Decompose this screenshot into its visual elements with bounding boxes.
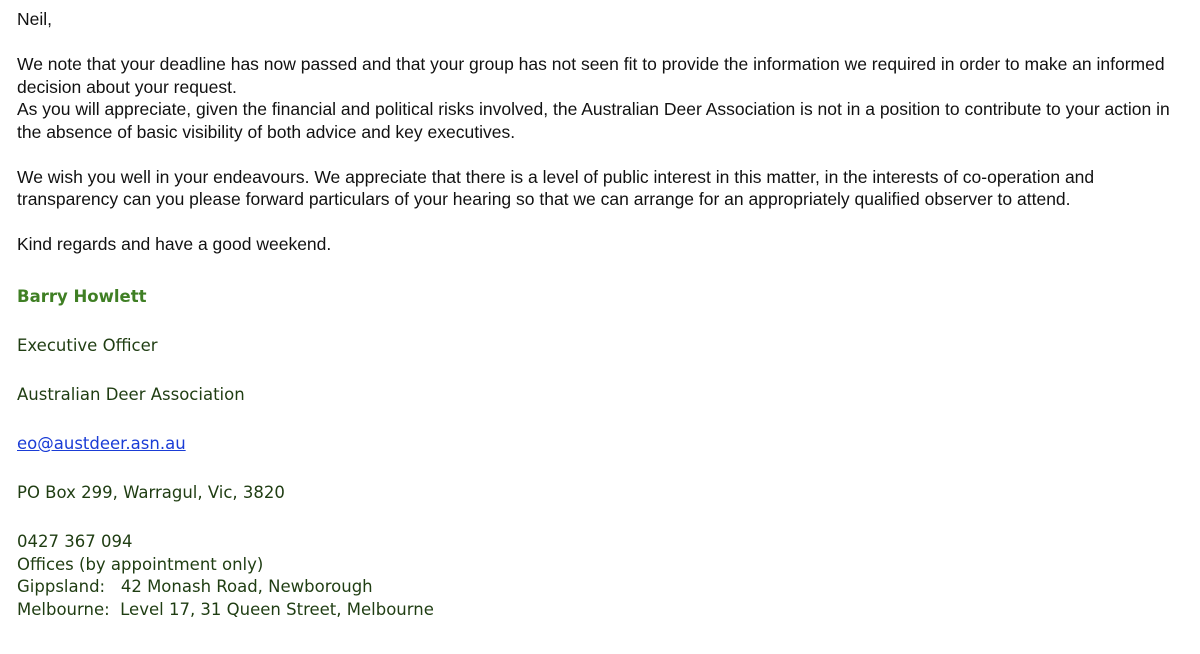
signature-name: Barry Howlett <box>17 287 147 306</box>
spacer <box>17 309 434 336</box>
paragraph-deadline: We note that your deadline has now passed and that your group has not seen fit to provide the information we required in order to make an informed decision about your request. <box>17 54 1165 97</box>
spacer <box>17 143 1187 166</box>
signature-title: Executive Officer <box>17 336 158 355</box>
spacer <box>17 456 434 483</box>
spacer <box>17 505 434 532</box>
closing-line: Kind regards and have a good weekend. <box>17 234 332 254</box>
signature-email-link[interactable]: eo@austdeer.asn.au <box>17 434 186 453</box>
email-signature <box>17 286 434 621</box>
signature-office-melbourne: Melbourne: Level 17, 31 Queen Street, Melbourne <box>17 599 434 619</box>
spacer <box>17 211 1187 234</box>
spacer <box>17 407 434 434</box>
email-body <box>17 8 1187 256</box>
paragraph-risks: As you will appreciate, given the financial and political risks involved, the Australian Deer Association is not in a position to contribute to your action in the absence of basic visibility of both advice and key executives. <box>17 99 1170 142</box>
signature-phone: 0427 367 094 <box>17 532 133 551</box>
spacer <box>17 358 434 385</box>
greeting: Neil, <box>17 9 53 29</box>
signature-postal-address: PO Box 299, Warragul, Vic, 3820 <box>17 483 285 502</box>
signature-offices-label: Offices (by appointment only) <box>17 554 264 574</box>
signature-organisation: Australian Deer Association <box>17 385 245 404</box>
paragraph-observer-request: We wish you well in your endeavours. We appreciate that there is a level of public interest in this matter, in the interests of co-operation and transparency can you please forward particulars of your hearing so that we can arrange for an appropriately qualified observer to attend. <box>17 166 1095 209</box>
spacer <box>17 31 1187 54</box>
signature-office-gippsland: Gippsland: 42 Monash Road, Newborough <box>17 577 373 596</box>
